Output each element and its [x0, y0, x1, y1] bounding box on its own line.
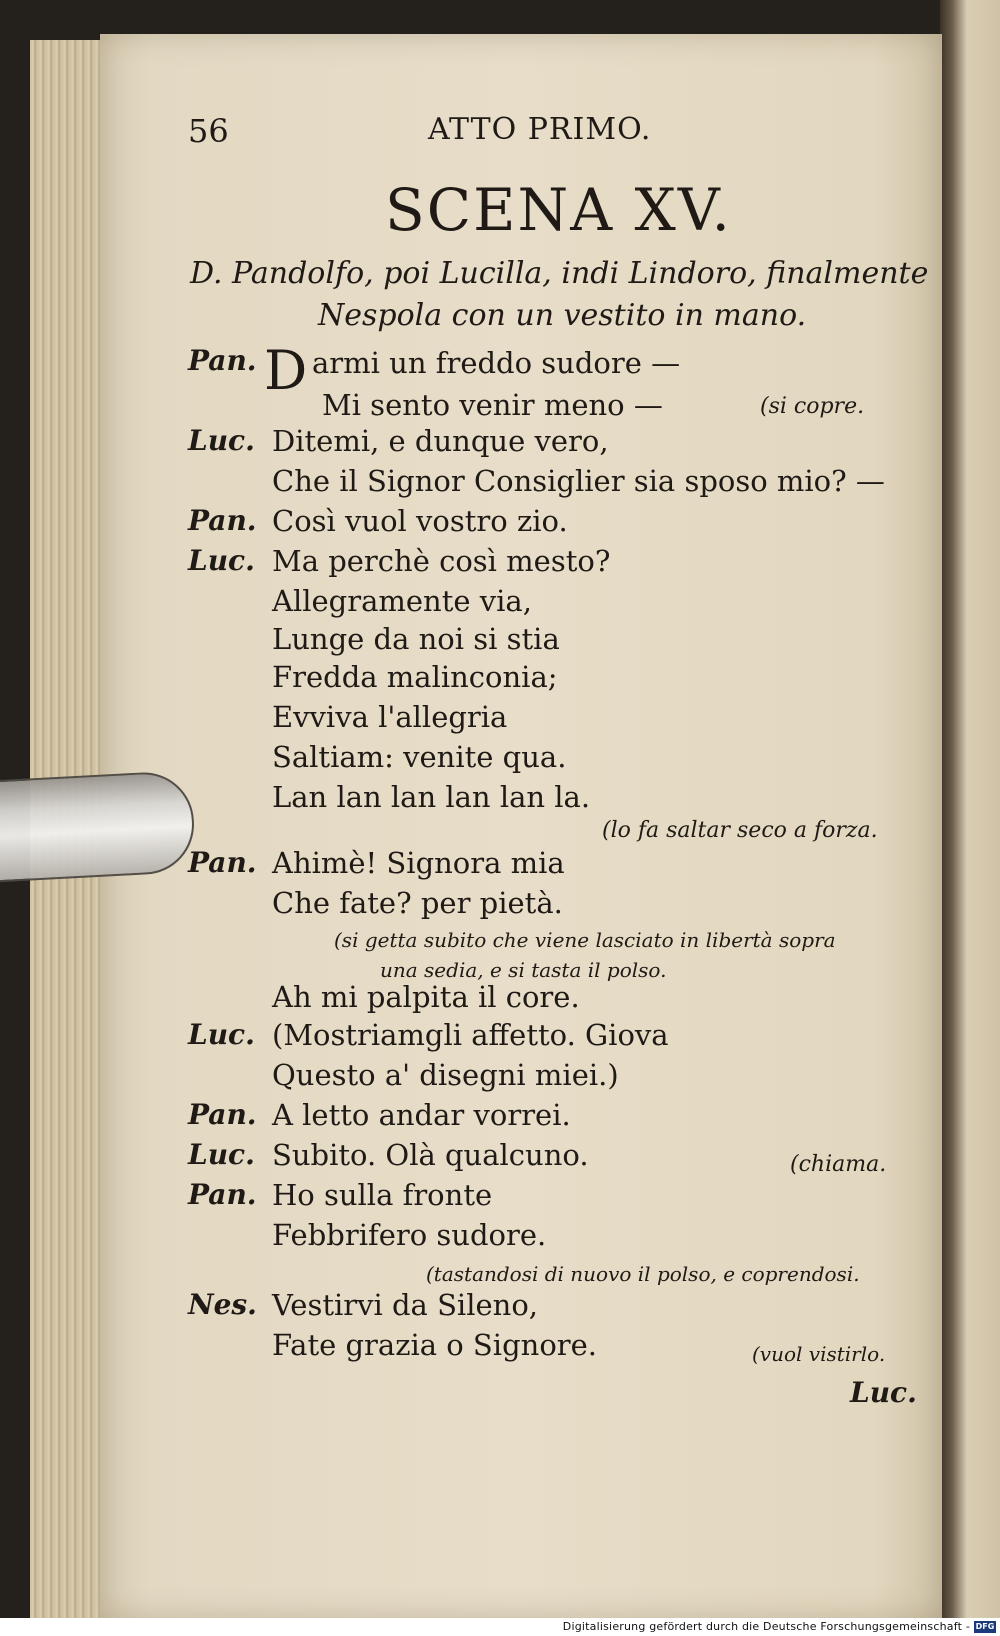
stage-direction: (tastandosi di nuovo il polso, e coprendosi.	[426, 1262, 860, 1286]
speaker-label: Pan.	[188, 504, 257, 537]
verse-line: Lan lan lan lan lan la.	[272, 780, 591, 814]
verse-line: (Mostriamgli affetto. Giova	[272, 1018, 669, 1052]
facing-page-edge	[940, 0, 1000, 1618]
dfg-logo: DFG	[975, 1622, 995, 1631]
running-head: ATTO PRIMO.	[428, 112, 652, 147]
verse-line: Fredda malinconia;	[272, 660, 558, 694]
verse-line: A letto andar vorrei.	[272, 1098, 571, 1132]
verse-line: Che il Signor Consiglier sia sposo mio? —	[272, 464, 885, 498]
verse-line: Questo a' disegni miei.)	[272, 1058, 619, 1092]
speaker-label: Luc.	[188, 1018, 255, 1051]
thumb-holding-page	[0, 770, 197, 884]
verse-line: Ah mi palpita il core.	[272, 980, 580, 1014]
speaker-label: Pan.	[188, 1098, 257, 1131]
verse-line: Che fate? per pietà.	[272, 886, 563, 920]
scene-title: SCENA XV.	[385, 176, 732, 244]
stage-direction: (vuol vistirlo.	[752, 1342, 886, 1366]
verse-line: armi un freddo sudore —	[312, 346, 681, 380]
speaker-label: Luc.	[188, 1138, 255, 1171]
speaker-label: Pan.	[188, 1178, 257, 1211]
speaker-label: Pan.	[188, 846, 257, 879]
verse-line: Allegramente via,	[272, 584, 532, 618]
verse-line: Ho sulla fronte	[272, 1178, 493, 1212]
cast-list-line-2: Nespola con un vestito in mano.	[318, 298, 807, 333]
verse-line: Ma perchè così mesto?	[272, 544, 611, 578]
verse-line: Lunge da noi si stia	[272, 622, 560, 656]
verse-line: Febbrifero sudore.	[272, 1218, 547, 1252]
verse-line: Ahimè! Signora mia	[272, 846, 565, 880]
stage-direction: (si getta subito che viene lasciato in libertà sopra	[334, 928, 836, 952]
speaker-label: Luc.	[188, 424, 255, 457]
speaker-label: Nes.	[188, 1288, 257, 1321]
digitization-credit: Digitalisierung gefördert durch die Deutsche Forschungsgemeinschaft -	[562, 1620, 970, 1633]
verse-line: Evviva l'allegria	[272, 700, 508, 734]
verse-line: Ditemi, e dunque vero,	[272, 424, 609, 458]
speaker-label: Pan.	[188, 344, 257, 377]
verse-line: Subito. Olà qualcuno.	[272, 1138, 589, 1172]
page-number: 56	[188, 112, 229, 150]
stage-direction: (chiama.	[790, 1152, 887, 1177]
speaker-label: Luc.	[188, 544, 255, 577]
verse-line: Mi sento venir meno —	[322, 388, 663, 422]
stage-direction: (si copre.	[760, 394, 865, 419]
drop-cap: D	[264, 339, 308, 402]
verse-line: Così vuol vostro zio.	[272, 504, 568, 538]
catchword: Luc.	[850, 1376, 917, 1409]
verse-line: Saltiam: venite qua.	[272, 740, 567, 774]
verse-line: Fate grazia o Signore.	[272, 1328, 598, 1362]
cast-list-line-1: D. Pandolfo, poi Lucilla, indi Lindoro, finalmente	[190, 256, 929, 291]
stage-direction: (lo fa saltar seco a forza.	[602, 818, 878, 843]
stage-direction: una sedia, e si tasta il polso.	[380, 958, 667, 982]
verse-line: Vestirvi da Sileno,	[272, 1288, 538, 1322]
